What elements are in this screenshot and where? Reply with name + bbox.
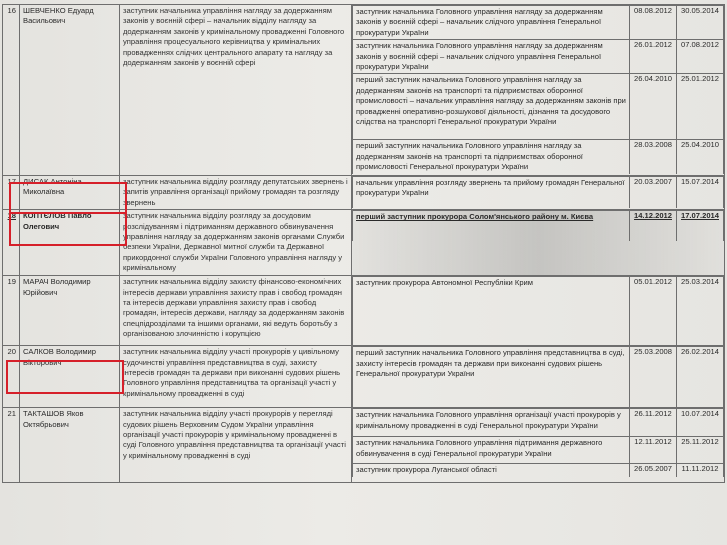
career-entry [353,40,724,74]
table-row [3,346,725,408]
career-cell [352,5,725,176]
date-from: 26.11.2012 [630,409,677,437]
person-name: ДИСАК Антоніна Миколаївна [20,176,120,210]
career-entry [353,6,724,40]
person-name: ШЕВЧЕНКО Едуард Васильович [20,5,120,176]
date-to: 25.03.2014 [677,277,724,345]
table-row [3,210,725,276]
date-to: 26.02.2014 [677,347,724,407]
date-from: 26.01.2012 [630,40,677,74]
career-entry [353,211,724,241]
career-cell [352,346,725,408]
current-position: заступник начальника відділу захисту фінансово-економічних інтересів держави управління захисту прав і свобод громадян та інтересів держави управління захисту прав і свобод громадян, інтересів держави, нагляду за додержанням законів спецпідрозділами та іншими органами, які ведуть боротьбу з організованою злочинністю і корупцією [120,276,352,346]
current-position: заступник начальника відділу участі прокурорів у перегляді судових рішень Верховним Судом України управління організації участі прокурорів у кримінальному провадженні в суді Головного управління представництва та організації участі у кримінальному провадженні в суді [120,408,352,483]
officials-table [2,4,725,483]
row-number: 21 [3,408,20,483]
career-history [352,408,724,476]
career-text: перший заступник прокурора Солом'янського району м. Києва [353,211,630,241]
person-name: САЛКОВ Володимир Вікторович [20,346,120,408]
row-number: 17 [3,176,20,210]
table-row [3,408,725,483]
career-history [352,346,724,407]
person-name: МАРАЧ Володимир Юрійович [20,276,120,346]
current-position: заступник начальника відділу розгляду депутатських звернень і запитів управління організації прийому громадян та розгляду звернень [120,176,352,210]
table-row [3,176,725,210]
career-history [352,276,724,345]
date-to: 17.07.2014 [677,211,724,241]
date-from: 08.08.2012 [630,6,677,40]
career-text: перший заступник начальника Головного управління представництва в суді, захисту інтересів громадян та держави при виконанні судових рішень Генеральної прокуратури України [353,347,630,407]
career-cell [352,210,725,276]
career-entry [353,347,724,407]
career-entry [353,177,724,208]
table-row [3,276,725,346]
career-text: заступник прокурора Автономної Республіки Крим [353,277,630,345]
date-from: 25.03.2008 [630,347,677,407]
career-text: заступник начальника Головного управління нагляду за додержанням законів у воєнній сфері – начальник слідчого управління Генеральної прокуратури України [353,40,630,74]
row-number: 18 [3,210,20,276]
date-to: 25.04.2010 [677,140,724,174]
date-to: 15.07.2014 [677,177,724,208]
current-position: заступник начальника управління нагляду за додержанням законів у воєнній сфері – начальник відділу нагляду за додержанням законів у кримінальному провадженні Головного управління процесуального керівництва у кримінальних провадженнях слідчих центрального апарату та нагляду за додержанням законів у воєнній сфері [120,5,352,176]
date-from: 20.03.2007 [630,177,677,208]
current-position: заступник начальника відділу розгляду за досудовим розслідуванням і підтриманням державного обвинувачення управління нагляду за додержанням законів органами Служби безпеки України, Державної митної служби та Державної прикордонної служби України Головного управління нагляду у кримінальному [120,210,352,276]
career-history [352,5,724,174]
row-number: 20 [3,346,20,408]
career-cell [352,408,725,483]
career-entry [353,74,724,140]
date-from: 05.01.2012 [630,277,677,345]
date-to: 11.11.2012 [677,464,724,477]
person-name: КОПТЄЛОВ Павло Олегович [20,210,120,276]
career-entry [353,277,724,345]
career-text: заступник начальника Головного управління нагляду за додержанням законів у воєнній сфері – начальник слідчого управління Генеральної прокуратури України [353,6,630,40]
career-cell [352,276,725,346]
career-history [352,176,724,208]
career-history [352,210,724,241]
person-name: ТАКТАШОВ Яков Октябрьович [20,408,120,483]
date-to: 25.01.2012 [677,74,724,140]
date-from: 26.04.2010 [630,74,677,140]
date-to: 07.08.2012 [677,40,724,74]
date-from: 14.12.2012 [630,211,677,241]
career-text: заступник начальника Головного управління організації участі прокурорів у кримінальному провадженні в суді Генеральної прокуратури України [353,409,630,437]
row-number: 16 [3,5,20,176]
career-entry [353,140,724,174]
row-number: 19 [3,276,20,346]
career-entry [353,464,724,477]
date-from: 28.03.2008 [630,140,677,174]
career-text: перший заступник начальника Головного управління нагляду за додержанням законів на транспорті та підприємствах оборонної промисловості – начальник управління нагляду за додержанням законів при провадженні оперативно-розшукової діяльності, дізнання та досудового слідства на транспорті Генеральної прокуратури України [353,74,630,140]
career-cell [352,176,725,210]
career-text: начальник управління розгляду звернень та прийому громадян Генеральної прокуратури України [353,177,630,208]
career-entry [353,409,724,437]
date-to: 30.05.2014 [677,6,724,40]
career-entry [353,437,724,464]
date-from: 26.05.2007 [630,464,677,477]
current-position: заступник начальника відділу участі прокурорів у цивільному судочинстві управління представництва в суді, захисту інтересів громадян та держави при виконанні судових рішень Головного управління представництва та організації участі у кримінальному провадженні в суді [120,346,352,408]
date-from: 12.11.2012 [630,437,677,464]
table-row [3,5,725,176]
date-to: 10.07.2014 [677,409,724,437]
career-text: перший заступник начальника Головного управління нагляду за додержанням законів на транспорті та підприємствах оборонної промисловості Генеральної прокуратури України [353,140,630,174]
career-text: заступник начальника Головного управління підтримання державного обвинувачення в суді Генеральної прокуратури України [353,437,630,464]
date-to: 25.11.2012 [677,437,724,464]
career-text: заступник прокурора Луганської області [353,464,630,477]
